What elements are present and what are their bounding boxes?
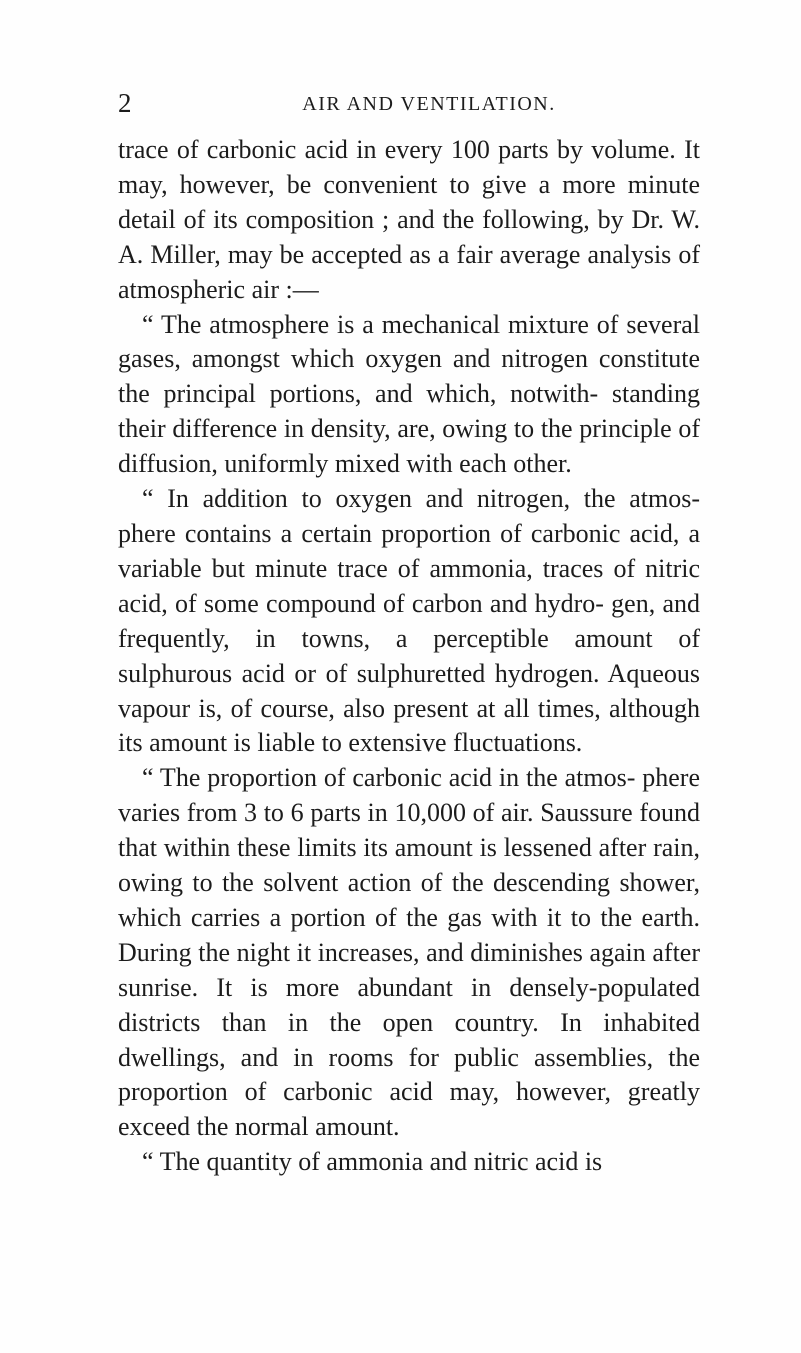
paragraph-atmosphere-mixture: “ The atmosphere is a mechanical mixture of several gases, amongst which oxygen and nitrogen constitute the principal portions, and which, notwith- standing their difference in density, are, owing to the principle of diffusion, uniformly mixed with each other.: [118, 309, 700, 479]
running-head: AIR AND VENTILATION.: [302, 93, 556, 115]
paragraph-intro: trace of carbonic acid in every 100 parts by volume. It may, however, be convenient to give a more minute detail of its composition ; and the following, by Dr. W. A. Miller, may be accepted as a fair average analysis of atmospheric air :—: [118, 135, 700, 304]
body-text: [118, 133, 700, 1180]
page-number: 2: [118, 88, 132, 118]
paragraph-constituents: “ In addition to oxygen and nitrogen, the atmos- phere contains a certain proportion of carbonic acid, a variable but minute trace of ammonia, traces of nitric acid, of some compound of carbon and hydro- gen, and frequently, in towns, a perceptible amount of sulphurous acid or of sulphuretted hydrogen. Aqueous vapour is, of course, also present at all times, although its amount is liable to extensive fluctuations.: [118, 484, 700, 758]
page-header: [118, 88, 700, 118]
paragraph-ammonia-nitric-acid: “ The quantity of ammonia and nitric acid is: [142, 1147, 603, 1177]
paragraph-carbonic-acid-proportion: “ The proportion of carbonic acid in the atmos- phere varies from 3 to 6 parts in 10,000 of air. Saussure found that within these limits its amount is lessened after rain, owing to the solvent action of the descending shower, which carries a portion of the gas with it to the earth. During the night it increases, and diminishes again after sunrise. It is more abundant in densely-populated districts than in the open country. In inhabited dwellings, and in rooms for public assemblies, the proportion of carbonic acid may, however, greatly exceed the normal amount.: [118, 763, 700, 1142]
